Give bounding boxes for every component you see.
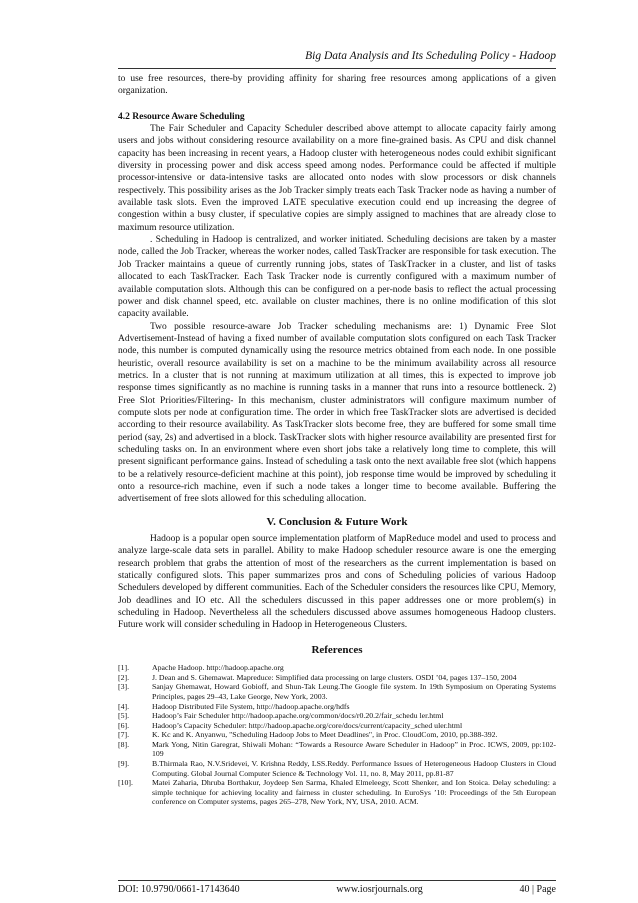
running-head: Big Data Analysis and Its Scheduling Policy - Hadoop bbox=[305, 50, 556, 62]
reference-list bbox=[118, 663, 556, 807]
reference-text: Hadoop Distributed File System, http://hadoop.apache.org/hdfs bbox=[152, 701, 350, 711]
page-body bbox=[118, 73, 556, 807]
reference-text: Hadoop’s Capacity Scheduler: http://hadoop.apache.org/core/docs/current/capacity_sched uler.html bbox=[152, 720, 463, 730]
reference-number: [10]. bbox=[118, 778, 133, 788]
reference-number: [1]. bbox=[118, 663, 130, 673]
reference-text: Sanjay Ghemawat, Howard Gobioff, and Shun-Tak Leung.The Google file system. In 19th Symposium on Operating Systems Principles, pages 29–43, Lake George, New York, 2003. bbox=[152, 682, 556, 701]
footer-page-number: 40 | Page bbox=[519, 884, 556, 895]
reference-item bbox=[118, 721, 556, 731]
conclusion-paragraph: Hadoop is a popular open source implementation platform of MapReduce model and used to process and analyze large-scale data sets in parallel. Ability to make Hadoop scheduler resource aware is one the emerging research problem that grabs the attention of most of the researchers as the current implementation is based on statically configured slots. This paper summarizes pros and cons of Scheduling policies of various Hadoop Schedulers developed by different communities. Each of the Scheduler considers the resources like CPU, Memory, Job deadlines and IO etc. All the schedulers discussed in this paper addresses one or more problem(s) in scheduling in Hadoop. Nevertheless all the schedulers discussed above assumes homogeneous Hadoop clusters. Future work will consider scheduling in Hadoop in Heterogeneous Clusters. bbox=[118, 534, 556, 631]
references-heading: References bbox=[311, 643, 363, 656]
reference-item bbox=[118, 730, 556, 740]
reference-text: Matei Zaharia, Dhruba Borthakur, Joydeep Sen Sarma, Khaled Elmeleegy, Scott Shenker, and Ion Stoica. Delay scheduling: a simple technique for achieving locality and fairness in cluster scheduling. In EuroSys ’10: Proceedings of the 5th European conference on Computer systems, pages 265–278, New York, NY, USA, 2010. ACM. bbox=[152, 778, 556, 807]
reference-item bbox=[118, 663, 556, 673]
reference-item bbox=[118, 702, 556, 712]
reference-number: [3]. bbox=[118, 682, 130, 692]
reference-number: [2]. bbox=[118, 672, 130, 682]
reference-text: Mark Yong, Nitin Garegrat, Shiwali Mohan: “Towards a Resource Aware Scheduler in Hadoop” in Proc. ICWS, 2009, pp:102-109 bbox=[152, 739, 556, 759]
reference-text: K. Kc and K. Anyanwu, "Scheduling Hadoop Jobs to Meet Deadlines", in Proc. CloudCom, 2010, pp.388-392. bbox=[152, 730, 498, 740]
intro-paragraph: to use free resources, there-by providing affinity for sharing free resources among applications of a given organization. bbox=[118, 74, 556, 97]
reference-number: [8]. bbox=[118, 739, 130, 749]
body-paragraph-1: The Fair Scheduler and Capacity Scheduler described above attempt to allocate capacity fairly among users and jobs without considering resource availability on a more fine-grained basis. As CPU and disk channel capacity has been increasing in recent years, a Hadoop cluster with heterogeneous nodes could exhibit significant diversity in processing power and disk access speed among nodes. Performance could be affected if multiple processor-intensive or data-intensive tasks are allocated onto nodes with slow processors or disk channels respectively. This possibility arises as the Job Tracker simply treats each Task Tracker node as having a number of available task slots. Even the improved LATE speculative execution could end up increasing the degree of congestion within a busy cluster, if speculative copies are simply assigned to machines that are already close to maximum resource utilization. bbox=[118, 124, 556, 233]
reference-item bbox=[118, 673, 556, 683]
reference-text: Apache Hadoop. http://hadoop.apache.org bbox=[152, 663, 284, 673]
subsection-heading: 4.2 Resource Aware Scheduling bbox=[118, 111, 245, 122]
reference-number: [7]. bbox=[118, 730, 130, 740]
reference-text: J. Dean and S. Ghemawat. Mapreduce: Simplified data processing on large clusters. OSDI ’04, pages 137–150, 2004 bbox=[152, 672, 517, 682]
reference-item bbox=[118, 682, 556, 701]
reference-text: B.Thirmala Rao, N.V.Sridevei, V. Krishna Reddy, LSS.Reddy. Performance Issues of Heterogeneous Hadoop Clusters in Cloud Computing. Global Journal Computer Science & Technology Vol. 11, no. 8, May 2011, pp.81-87 bbox=[152, 759, 556, 778]
reference-number: [4]. bbox=[118, 701, 130, 711]
header-rule bbox=[118, 68, 556, 69]
reference-number: [6]. bbox=[118, 720, 130, 730]
reference-item bbox=[118, 740, 556, 759]
reference-number: [9]. bbox=[118, 759, 130, 769]
reference-item bbox=[118, 711, 556, 721]
footer-site: www.iosrjournals.org bbox=[336, 884, 423, 895]
body-paragraph-2: . Scheduling in Hadoop is centralized, and worker initiated. Scheduling decisions are taken by a master node, called the Job Tracker, whereas the worker nodes, called TaskTracker are responsible for task execution. The Job Tracker maintains a queue of currently running jobs, states of TaskTracker in a cluster, and list of tasks allocated to each TaskTracker. Each Task Tracker node is currently configured with a maximum number of available computation slots. Although this can be configured on a per-node basis to reflect the actual processing power and disk channel speed, etc. available on cluster machines, there is no online modification of this slot capacity available. bbox=[118, 235, 556, 320]
reference-item bbox=[118, 778, 556, 807]
reference-item bbox=[118, 759, 556, 778]
reference-number: [5]. bbox=[118, 711, 130, 721]
footer-doi: DOI: 10.9790/0661-17143640 bbox=[118, 884, 240, 895]
footer-rule bbox=[118, 880, 556, 881]
page-footer bbox=[118, 884, 556, 895]
body-paragraph-3: Two possible resource-aware Job Tracker scheduling mechanisms are: 1) Dynamic Free Slot Advertisement-Instead of having a fixed number of available computation slots configured on each Task Tracker node, this number is computed dynamically using the resource metrics obtained from each node. In one possible heuristic, overall resource availability is set on a machine to be the minimum availability across all resource metrics. In a cluster that is not running at maximum utilization at all times, this is expected to improve job response times significantly as no machine is running tasks in a manner that runs into a resource bottleneck. 2) Free Slot Priorities/Filtering- In this mechanism, cluster administrators will configure maximum number of compute slots per node at configuration time. The order in which free TaskTracker slots are advertised is decided according to their resource availability. As TaskTracker slots become free, they are buffered for some small time period (say, 2s) and advertised in a block. TaskTracker slots with higher resource availability are presented first for scheduling tasks on. In an environment where even short jobs take a relatively long time to complete, this will present significant performance gains. Instead of scheduling a task onto the next available free slot (which happens to be a relatively resource-deficient machine at this point), job response time would be improved by scheduling it onto a resource-rich machine, even if such a node takes a longer time to become available. Buffering the advertisement of free slots allowed for this scheduling allocation. bbox=[118, 321, 556, 505]
section-heading: V. Conclusion & Future Work bbox=[266, 515, 408, 528]
reference-text: Hadoop’s Fair Scheduler http://hadoop.apache.org/common/docs/r0.20.2/fair_schedu ler.html bbox=[152, 711, 444, 721]
